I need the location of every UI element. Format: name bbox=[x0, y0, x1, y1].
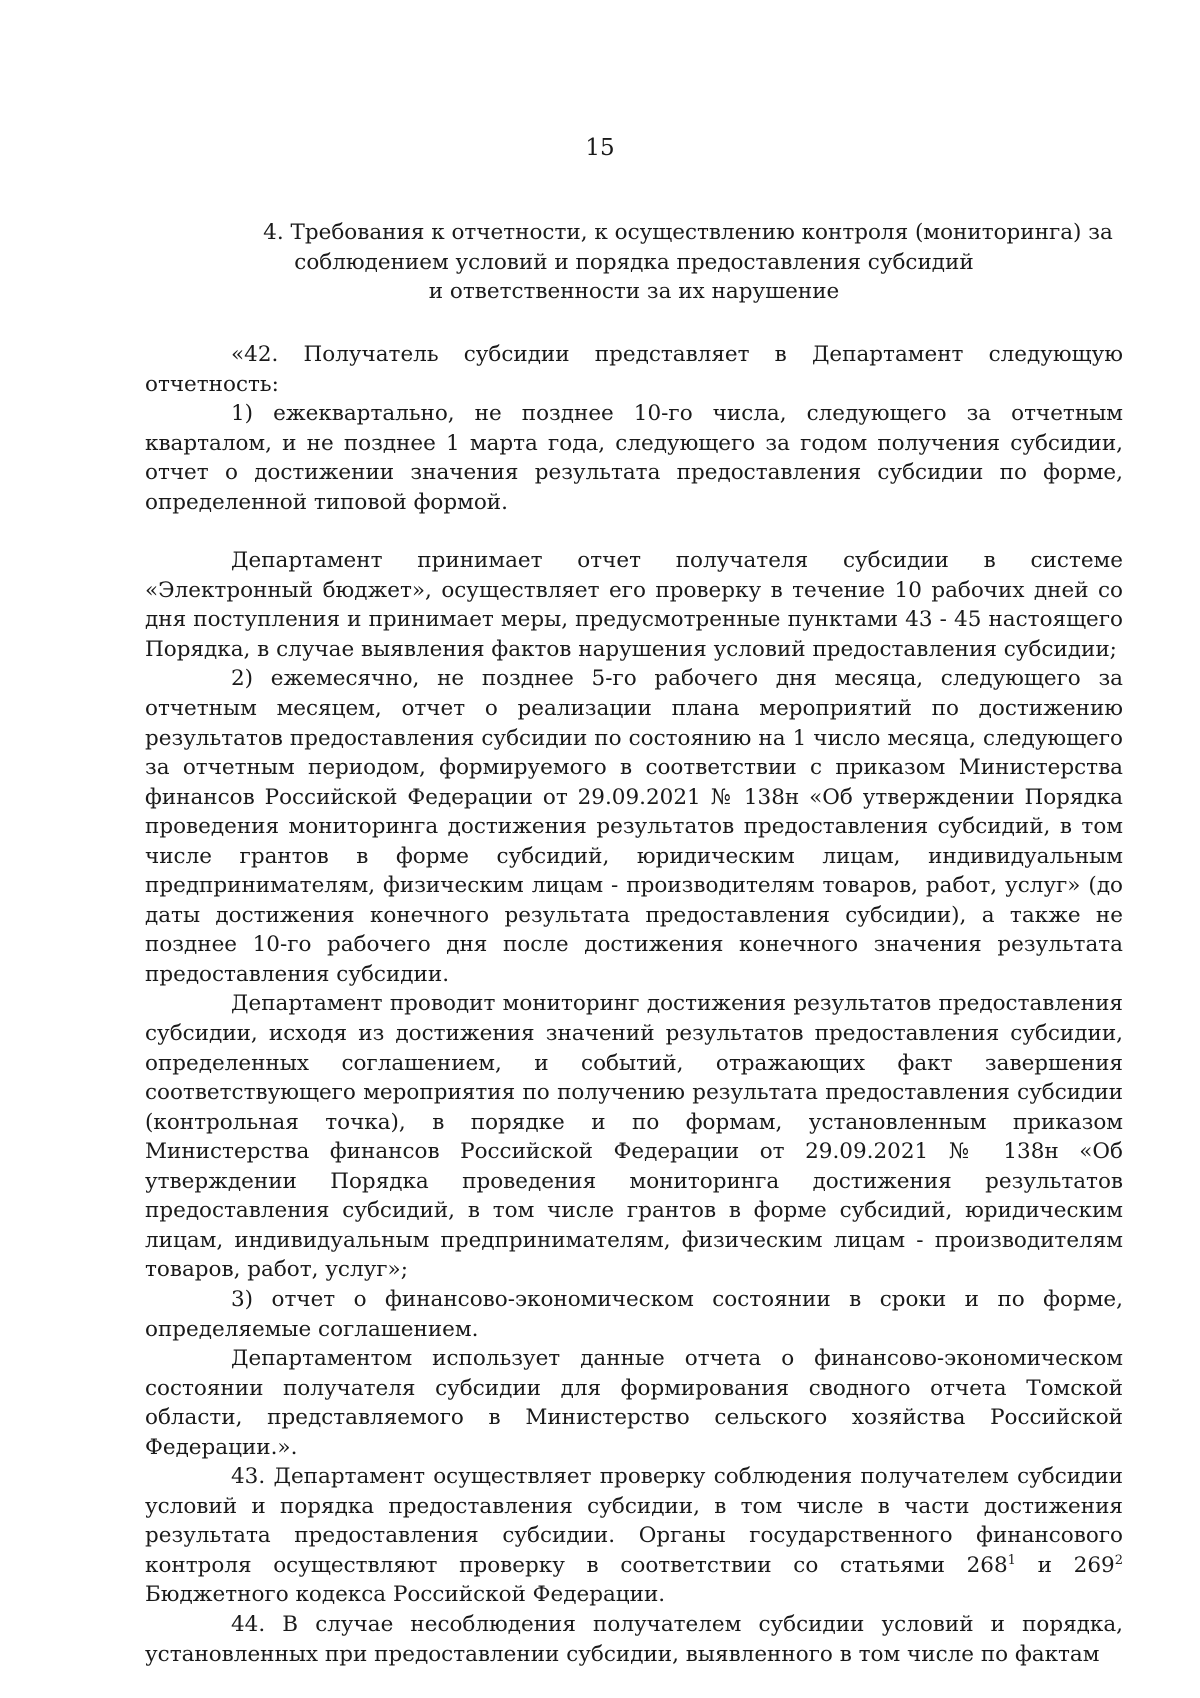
paragraph-44: 44. В случае несоблюдения получателем субсидии условий и порядка, установленных при предоставлении субсидии, выявленного в том числе по фактам bbox=[145, 1611, 1123, 1667]
page-number: 15 bbox=[585, 135, 615, 161]
paragraph-42-intro: «42. Получатель субсидии представляет в Департамент следующую отчетность: bbox=[145, 342, 1123, 397]
paragraph-42-item-1: 1) ежеквартально, не позднее 10-го числа, следующего за отчетным кварталом, и не позднее 1 марта года, следующего за годом получения субсидии, отчет о достижении значения результата предоставления субсидии по форме, определенной типовой формой. bbox=[145, 401, 1123, 515]
superscript-1: 1 bbox=[1007, 1552, 1016, 1568]
paragraph-43-text-3: Бюджетного кодекса Российской Федерации. bbox=[145, 1582, 666, 1608]
section-heading bbox=[145, 218, 1123, 307]
section-heading-line-2: соблюдением условий и порядка предоставления субсидий bbox=[294, 249, 974, 275]
section-heading-line-3: и ответственности за их нарушение bbox=[428, 279, 840, 304]
paragraph-43-text-1: 43. Департамент осуществляет проверку соблюдения получателем субсидии условий и порядка предоставления субсидии, в том числе в части достижения результата предоставления субсидии. Органы государственного финансового контроля осуществляют проверку в соответствии со статьями 268 bbox=[145, 1464, 1123, 1578]
paragraph-43 bbox=[145, 1462, 1123, 1610]
paragraph-42-item-3: 3) отчет о финансово-экономическом состоянии в сроки и по форме, определяемые соглашением. bbox=[145, 1286, 1123, 1342]
document-body bbox=[145, 340, 1123, 1669]
section-heading-line-1: 4. Требования к отчетности, к осуществлению контроля (мониторинга) за bbox=[263, 220, 1113, 245]
paragraph-42-item-2: 2) ежемесячно, не позднее 5-го рабочего дня месяца, следующего за отчетным месяцем, отчет о реализации плана мероприятий по достижению результатов предоставления субсидии по состоянию на 1 число месяца, следующего за отчетным периодом, формируемого в соответствии с приказом Министерства финансов Российской Федерации от 29.09.2021 № 138н «Об утверждении Порядка проведения мониторинга достижения результатов предоставления субсидий, в том числе грантов в форме субсидий, юридическим лицам, индивидуальным предпринимателям, физическим лицам - производителям товаров, работ, услуг» (до даты достижения конечного результата предоставления субсидии), а также не позднее 10-го рабочего дня после достижения конечного значения результата предоставления субсидии. bbox=[145, 666, 1123, 987]
paragraph-42-department-accepts: Департамент принимает отчет получателя субсидии в системе «Электронный бюджет», осуществляет его проверку в течение 10 рабочих дней со дня поступления и принимает меры, предусмотренные пунктами 43 - 45 настоящего Порядка, в случае выявления фактов нарушения условий предоставления субсидии; bbox=[145, 548, 1123, 662]
paragraph-43-text-2: и 269 bbox=[1015, 1552, 1115, 1578]
paragraph-42-department-uses: Департаментом использует данные отчета о финансово-экономическом состоянии получателя субсидии для формирования сводного отчета Томской области, представляемого в Министерство сельского хозяйства Российской Федерации.». bbox=[145, 1346, 1123, 1460]
paragraph-42-monitoring: Департамент проводит мониторинг достижения результатов предоставления субсидии, исходя из достижения значений результатов предоставления субсидии, определенных соглашением, и событий, отражающих факт завершения соответствующего мероприятия по получению результата предоставления субсидии (контрольная точка), в порядке и по формам, установленным приказом Министерства финансов Российской Федерации от 29.09.2021 № 138н «Об утверждении Порядка проведения мониторинга достижения результатов предоставления субсидий, в том числе грантов в форме субсидий, юридическим лицам, индивидуальным предпринимателям, физическим лицам - производителям товаров, работ, услуг»; bbox=[145, 991, 1123, 1283]
superscript-2: 2 bbox=[1114, 1552, 1123, 1568]
